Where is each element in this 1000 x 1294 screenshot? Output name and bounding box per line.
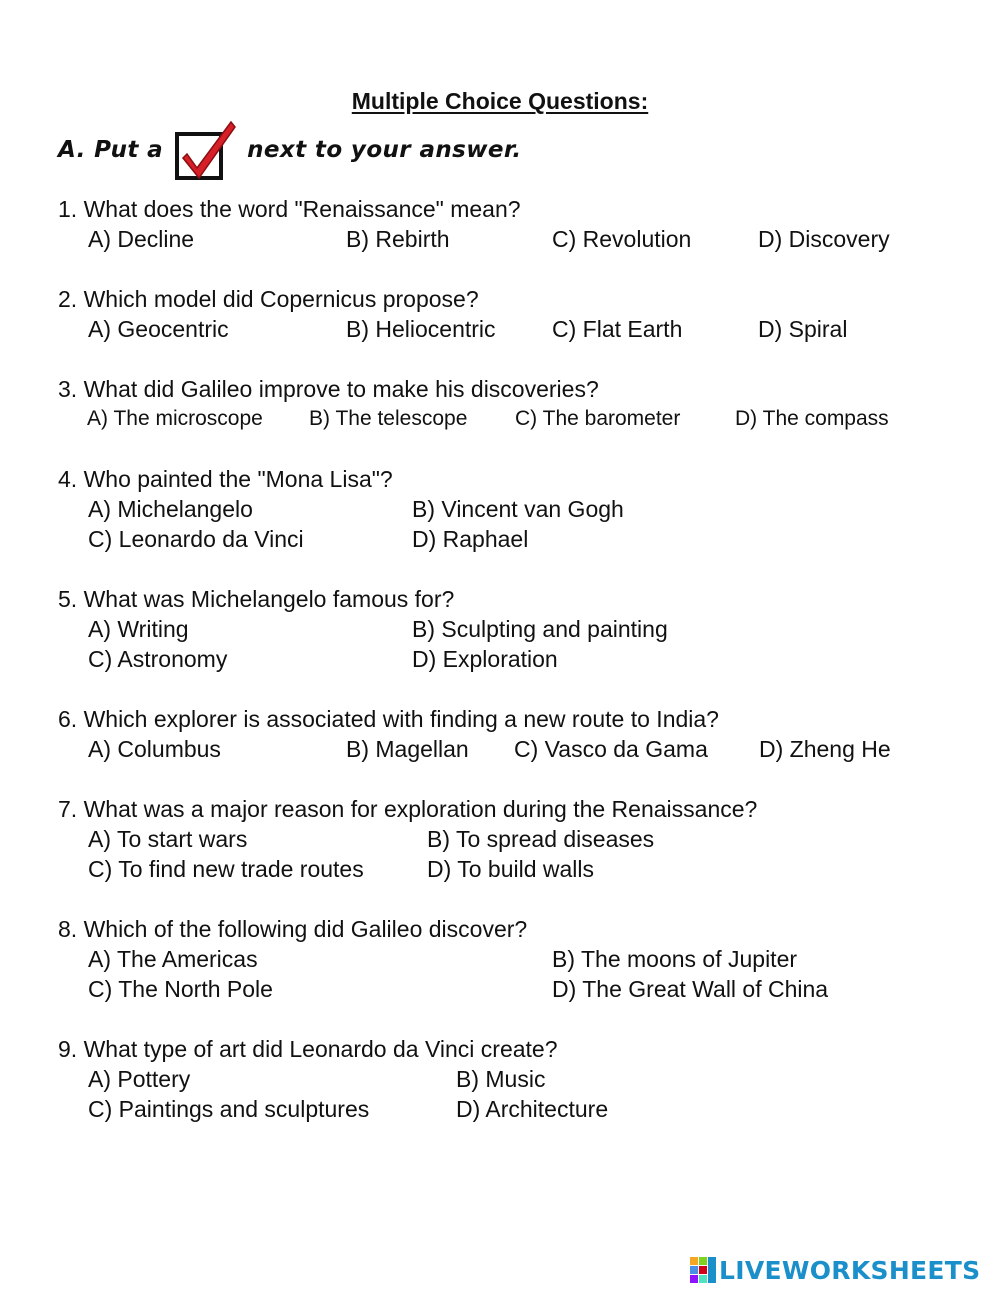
q8-option-b[interactable]: B) The moons of Jupiter: [552, 946, 798, 972]
question-9-text: 9. What type of art did Leonardo da Vinci create?: [58, 1036, 558, 1062]
instruction-suffix: next to your answer.: [247, 137, 522, 163]
q5-option-b[interactable]: B) Sculpting and painting: [412, 616, 668, 642]
q7-option-d[interactable]: D) To build walls: [427, 856, 595, 882]
q3-option-c[interactable]: C) The barometer: [515, 407, 681, 430]
liveworksheets-logo[interactable]: [690, 1254, 980, 1286]
question-1-text: 1. What does the word "Renaissance" mean?: [58, 196, 521, 222]
q8-option-d[interactable]: D) The Great Wall of China: [552, 976, 829, 1002]
q1-option-d[interactable]: D) Discovery: [758, 226, 890, 252]
liveworksheets-logo-icon: [690, 1257, 716, 1283]
q9-option-b[interactable]: B) Music: [456, 1066, 546, 1092]
question-6-text: 6. Which explorer is associated with finding a new route to India?: [58, 706, 719, 732]
q4-option-b[interactable]: B) Vincent van Gogh: [412, 496, 624, 522]
q5-option-c[interactable]: C) Astronomy: [88, 646, 228, 672]
question-4-text: 4. Who painted the "Mona Lisa"?: [58, 466, 393, 492]
q3-option-d[interactable]: D) The compass: [735, 407, 889, 430]
q9-option-a[interactable]: A) Pottery: [88, 1066, 191, 1092]
q8-option-a[interactable]: A) The Americas: [88, 946, 258, 972]
q7-option-a[interactable]: A) To start wars: [88, 826, 248, 852]
page-title: Multiple Choice Questions:: [351, 88, 649, 114]
q4-option-d[interactable]: D) Raphael: [412, 526, 529, 552]
q6-option-b[interactable]: B) Magellan: [346, 736, 469, 762]
q5-option-d[interactable]: D) Exploration: [412, 646, 558, 672]
question-5-text: 5. What was Michelangelo famous for?: [58, 586, 455, 612]
question-2-text: 2. Which model did Copernicus propose?: [58, 286, 479, 312]
q1-option-a[interactable]: A) Decline: [88, 226, 195, 252]
q2-option-d[interactable]: D) Spiral: [758, 316, 848, 342]
q7-option-b[interactable]: B) To spread diseases: [427, 826, 655, 852]
q2-option-c[interactable]: C) Flat Earth: [552, 316, 683, 342]
q2-option-a[interactable]: A) Geocentric: [88, 316, 229, 342]
q9-option-c[interactable]: C) Paintings and sculptures: [88, 1096, 370, 1122]
q5-option-a[interactable]: A) Writing: [88, 616, 189, 642]
q8-option-c[interactable]: C) The North Pole: [88, 976, 273, 1002]
q1-option-b[interactable]: B) Rebirth: [346, 226, 450, 252]
q3-option-b[interactable]: B) The telescope: [309, 407, 468, 430]
q3-option-a[interactable]: A) The microscope: [87, 407, 263, 430]
question-8-text: 8. Which of the following did Galileo discover?: [58, 916, 528, 942]
q6-option-d[interactable]: D) Zheng He: [759, 736, 891, 762]
q1-option-c[interactable]: C) Revolution: [552, 226, 692, 252]
q9-option-d[interactable]: D) Architecture: [456, 1096, 609, 1122]
checkbox-check-icon: [173, 118, 239, 182]
question-7-text: 7. What was a major reason for exploration during the Renaissance?: [58, 796, 758, 822]
q7-option-c[interactable]: C) To find new trade routes: [88, 856, 364, 882]
q4-option-a[interactable]: A) Michelangelo: [88, 496, 253, 522]
q2-option-b[interactable]: B) Heliocentric: [346, 316, 496, 342]
instruction-prefix: A. Put a: [58, 137, 164, 163]
logo-text: LIVEWORKSHEETS: [719, 1255, 981, 1285]
q6-option-c[interactable]: C) Vasco da Gama: [514, 736, 708, 762]
q4-option-c[interactable]: C) Leonardo da Vinci: [88, 526, 304, 552]
instruction: [58, 118, 521, 182]
q6-option-a[interactable]: A) Columbus: [88, 736, 221, 762]
question-3-text: 3. What did Galileo improve to make his discoveries?: [58, 376, 599, 402]
